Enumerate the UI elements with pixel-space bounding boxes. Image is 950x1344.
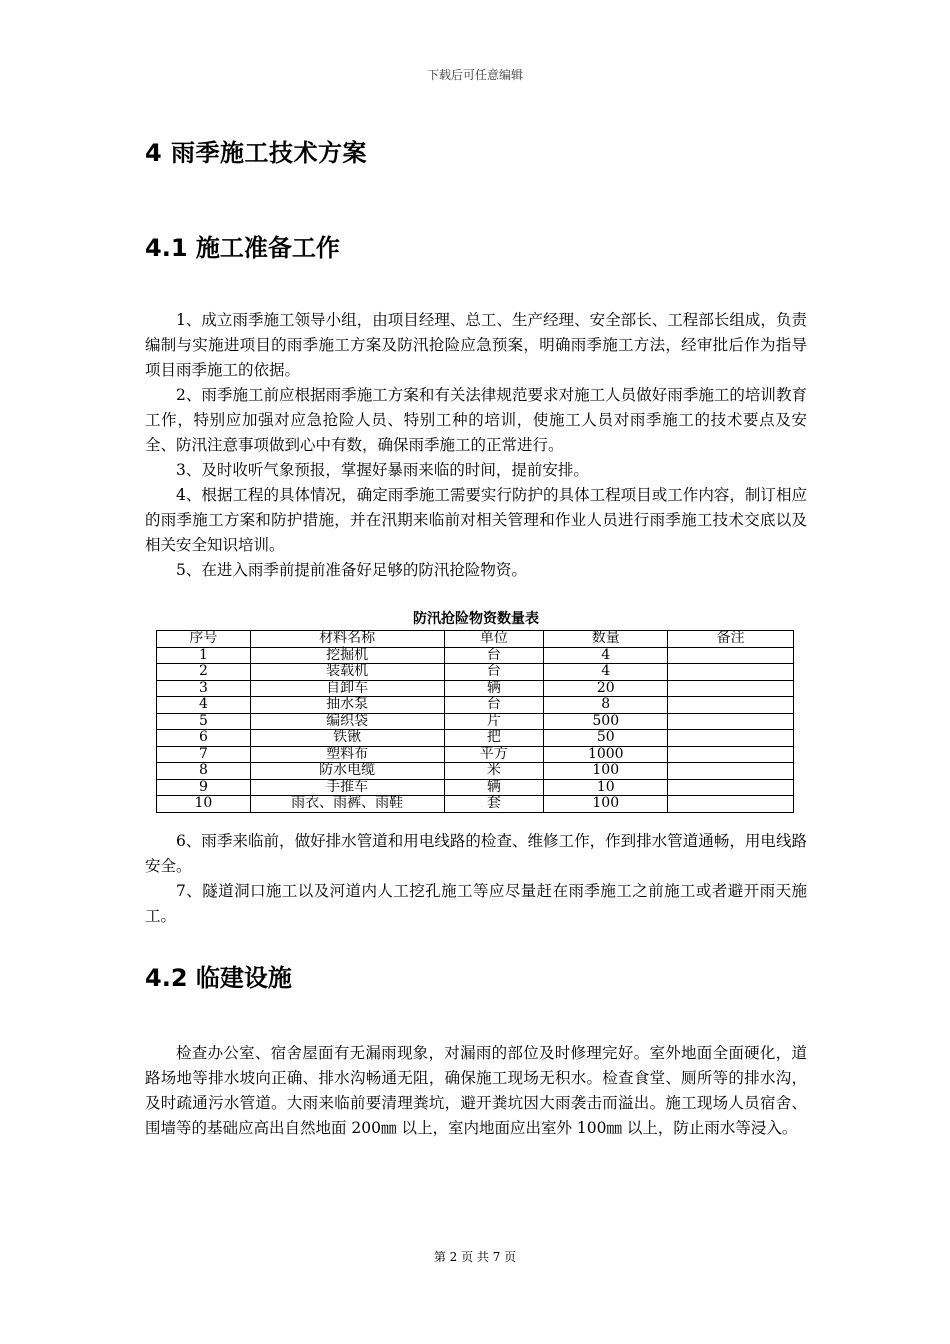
table-row (157, 763, 794, 780)
table-row (157, 713, 794, 730)
table-cell: 3 (157, 680, 251, 697)
paragraph: 7、隧道洞口施工以及河道内人工挖孔施工等应尽量赶在雨季施工之前施工或者避开雨天施工。 (145, 882, 807, 925)
paragraph: 1、成立雨季施工领导小组，由项目经理、总工、生产经理、安全部长、工程部长组成，负责编制与实施进项目的雨季施工方案及防汛抢险应急预案，明确雨季施工方法，经审批后作为指导项目雨季施工的依据。 (145, 311, 807, 379)
table-cell: 编织袋 (250, 713, 444, 730)
table-header-row (157, 631, 794, 648)
section-4-1-body (145, 308, 807, 583)
table-cell: 50 (544, 730, 668, 747)
column-header: 单位 (444, 631, 544, 648)
table-cell: 辆 (444, 680, 544, 697)
table-cell: 平方 (444, 746, 544, 763)
table-row (157, 746, 794, 763)
table-cell (668, 796, 794, 813)
table-cell: 8 (157, 763, 251, 780)
table-cell: 2 (157, 664, 251, 681)
table-cell: 套 (444, 796, 544, 813)
table-cell: 铁锹 (250, 730, 444, 747)
section-4-1-body-continued (145, 829, 807, 929)
table-cell: 塑料布 (250, 746, 444, 763)
section-heading-4-1: 4.1 施工准备工作 (145, 234, 340, 262)
table-cell: 4 (157, 697, 251, 714)
table-cell: 片 (444, 713, 544, 730)
paragraph: 5、在进入雨季前提前准备好足够的防汛抢险物资。 (176, 561, 527, 579)
table-cell: 防水电缆 (250, 763, 444, 780)
table-cell (668, 664, 794, 681)
table-row (157, 697, 794, 714)
table-cell: 4 (544, 647, 668, 664)
table-cell: 4 (544, 664, 668, 681)
table-cell: 8 (544, 697, 668, 714)
table-title: 防汛抢险物资数量表 (413, 611, 539, 627)
table-cell: 1 (157, 647, 251, 664)
table-row (157, 730, 794, 747)
table-row (157, 680, 794, 697)
table-cell: 6 (157, 730, 251, 747)
page-footer: 第 2 页 共 7 页 (433, 1250, 517, 1264)
table-cell (668, 746, 794, 763)
table-cell (668, 647, 794, 664)
table-cell: 挖掘机 (250, 647, 444, 664)
table-cell: 自卸车 (250, 680, 444, 697)
table-cell: 10 (157, 796, 251, 813)
column-header: 序号 (157, 631, 251, 648)
table-cell: 9 (157, 779, 251, 796)
table-cell: 抽水泵 (250, 697, 444, 714)
materials-table (156, 630, 794, 813)
table-cell (668, 713, 794, 730)
section-heading-4-2: 4.2 临建设施 (145, 964, 292, 992)
document-title: 4 雨季施工技术方案 (145, 139, 368, 167)
table-cell (668, 730, 794, 747)
table-cell: 手推车 (250, 779, 444, 796)
table-row (157, 664, 794, 681)
table-cell: 7 (157, 746, 251, 763)
table-cell: 雨衣、雨裤、雨鞋 (250, 796, 444, 813)
table-cell (668, 763, 794, 780)
table-cell: 20 (544, 680, 668, 697)
column-header: 材料名称 (250, 631, 444, 648)
table-cell: 台 (444, 647, 544, 664)
paragraph: 3、及时收听气象预报，掌握好暴雨来临的时间，提前安排。 (176, 461, 589, 479)
table-cell: 10 (544, 779, 668, 796)
table-cell (668, 779, 794, 796)
table-cell: 5 (157, 713, 251, 730)
paragraph: 2、雨季施工前应根据雨季施工方案和有关法律规范要求对施工人员做好雨季施工的培训教育工作，特别应加强对应急抢险人员、特别工种的培训，使施工人员对雨季施工的技术要点及安全、防汛注意事项做到心中有数，确保雨季施工的正常进行。 (145, 386, 807, 454)
column-header: 备注 (668, 631, 794, 648)
table-cell: 辆 (444, 779, 544, 796)
paragraph: 4、根据工程的具体情况，确定雨季施工需要实行防护的具体工程项目或工作内容，制订相应的雨季施工方案和防护措施，并在汛期来临前对相关管理和作业人员进行雨季施工技术交底以及相关安全知识培训。 (145, 486, 807, 554)
table-cell: 台 (444, 664, 544, 681)
paragraph: 检查办公室、宿舍屋面有无漏雨现象，对漏雨的部位及时修理完好。室外地面全面硬化，道路场地等排水坡向正确、排水沟畅通无阻，确保施工现场无积水。检查食堂、厕所等的排水沟，及时疏通污水管道。大雨来临前要清理粪坑，避开粪坑因大雨袭击而溢出。施工现场人员宿舍、围墙等的基础应高出自然地面 200㎜ 以上，室内地面应出室外 100㎜ 以上，防止雨水等浸入。 (145, 1044, 807, 1137)
page-header: 下载后可任意编辑 (426, 68, 523, 82)
paragraph: 6、雨季来临前，做好排水管道和用电线路的检查、维修工作，作到排水管道通畅，用电线路安全。 (145, 832, 807, 875)
table-cell: 100 (544, 763, 668, 780)
table-cell: 米 (444, 763, 544, 780)
column-header: 数量 (544, 631, 668, 648)
table-cell: 台 (444, 697, 544, 714)
table-cell: 500 (544, 713, 668, 730)
table-cell: 把 (444, 730, 544, 747)
section-4-2-body (145, 1041, 807, 1141)
table-cell (668, 680, 794, 697)
table-cell: 100 (544, 796, 668, 813)
table-row (157, 796, 794, 813)
table-row (157, 647, 794, 664)
table-row (157, 779, 794, 796)
table-cell (668, 697, 794, 714)
table-cell: 装载机 (250, 664, 444, 681)
table-cell: 1000 (544, 746, 668, 763)
